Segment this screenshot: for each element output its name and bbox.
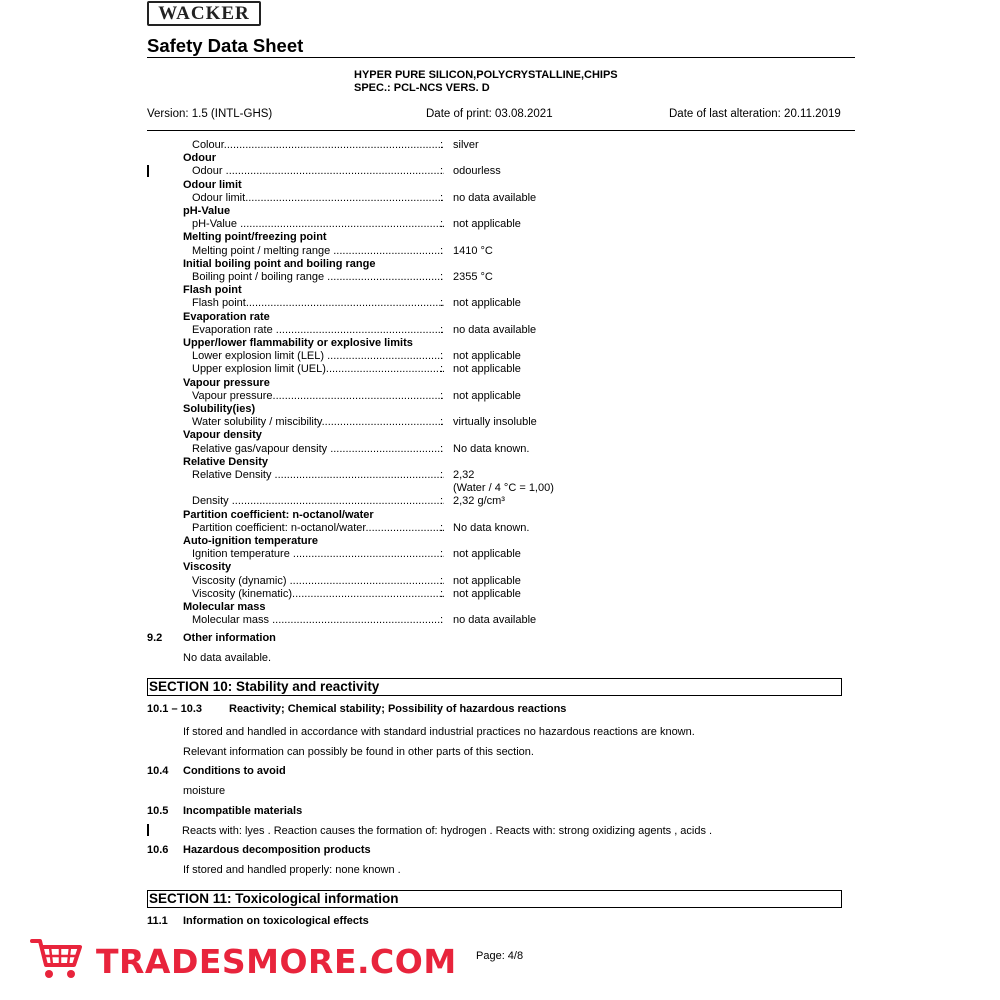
- property-colon: :: [440, 614, 444, 626]
- property-label: [192, 218, 444, 231]
- property-row: [0, 390, 1000, 403]
- property-value: odourless: [453, 165, 501, 177]
- property-row: [0, 614, 1000, 627]
- property-label-text: Water solubility / miscibility: [192, 416, 322, 428]
- section-number: 10.1 – 10.3: [147, 703, 203, 715]
- property-value: 2,32: [453, 469, 475, 481]
- subsection-title: Other information: [183, 632, 276, 644]
- property-label-text: Boiling point / boiling range: [192, 271, 328, 283]
- property-label-text: Odour limit: [192, 192, 246, 204]
- property-label-text: Vapour pressure: [192, 390, 273, 402]
- property-label: [192, 443, 444, 456]
- subsection-title: Reactivity; Chemical stability; Possibility of hazardous reactions: [229, 703, 567, 715]
- product-name: HYPER PURE SILICON,POLYCRYSTALLINE,CHIPS: [354, 69, 618, 81]
- paragraph: If stored and handled properly: none known .: [183, 864, 401, 876]
- property-value: no data available: [453, 614, 537, 626]
- section-number: 10.5: [147, 805, 169, 817]
- property-label: [192, 522, 444, 535]
- property-value: not applicable: [453, 390, 521, 402]
- property-label-text: Evaporation rate: [192, 324, 276, 336]
- property-row: [0, 469, 1000, 482]
- property-colon: :: [440, 522, 444, 534]
- property-label-text: Flash point: [192, 297, 246, 309]
- property-label-text: Molecular mass: [192, 614, 273, 626]
- version-info: Version: 1.5 (INTL-GHS): [147, 108, 273, 120]
- property-group-heading: Evaporation rate: [183, 311, 270, 323]
- property-label-text: Melting point / melting range: [192, 245, 334, 257]
- wacker-logo: WACKER: [147, 1, 261, 26]
- property-colon: :: [440, 363, 444, 375]
- shopping-cart-icon: [30, 937, 84, 986]
- section-11-heading: SECTION 11: Toxicological information: [147, 890, 842, 908]
- property-label-text: Colour: [192, 139, 224, 151]
- meta-rule: [147, 130, 855, 131]
- watermark-text: TRADESMORE.COM: [96, 941, 457, 981]
- section-number: 10.6: [147, 844, 169, 856]
- property-label-text: Relative gas/vapour density: [192, 443, 331, 455]
- property-row: [0, 245, 1000, 258]
- print-date: Date of print: 03.08.2021: [426, 108, 553, 120]
- property-label-text: Ignition temperature: [192, 548, 293, 560]
- property-value: no data available: [453, 324, 537, 336]
- property-value: 1410 °C: [453, 245, 493, 257]
- property-label: [192, 297, 444, 310]
- property-label: [192, 350, 444, 363]
- property-label: [192, 245, 444, 258]
- property-row: [0, 218, 1000, 231]
- product-spec: SPEC.: PCL-NCS VERS. D: [354, 82, 490, 94]
- property-label: [192, 416, 444, 429]
- property-label: [192, 139, 444, 152]
- property-group-heading: Initial boiling point and boiling range: [183, 258, 376, 270]
- paragraph: Relevant information can possibly be found in other parts of this section.: [183, 746, 534, 758]
- property-value: (Water / 4 °C = 1,00): [453, 482, 554, 494]
- property-label: [192, 495, 444, 508]
- property-label: [192, 588, 444, 601]
- property-value: not applicable: [453, 350, 521, 362]
- property-group-heading: Auto-ignition temperature: [183, 535, 319, 547]
- property-row: [0, 482, 1000, 495]
- property-group-heading: Vapour density: [183, 429, 262, 441]
- subsection-title: Hazardous decomposition products: [183, 844, 371, 856]
- paragraph: If stored and handled in accordance with standard industrial practices no hazardous reactions are known.: [183, 726, 695, 738]
- property-group-heading: Molecular mass: [183, 601, 266, 613]
- property-colon: :: [440, 588, 444, 600]
- property-value: not applicable: [453, 363, 521, 375]
- property-value: not applicable: [453, 588, 521, 600]
- property-row: [0, 350, 1000, 363]
- property-value: No data known.: [453, 443, 530, 455]
- property-label: [192, 548, 444, 561]
- property-group-heading: Partition coefficient: n-octanol/water: [183, 509, 374, 521]
- property-label-text: Upper explosion limit (UEL): [192, 363, 326, 375]
- section-number: 11.1: [147, 915, 168, 927]
- property-colon: :: [440, 165, 444, 177]
- property-group-heading: pH-Value: [183, 205, 231, 217]
- property-row: [0, 522, 1000, 535]
- property-row: [0, 548, 1000, 561]
- property-value: silver: [453, 139, 479, 151]
- paragraph: Reacts with: lyes . Reaction causes the formation of: hydrogen . Reacts with: strong oxidizing agents , acids .: [182, 825, 713, 837]
- subsection-title: Information on toxicological effects: [183, 915, 369, 927]
- page-number: Page: 4/8: [476, 950, 524, 962]
- property-group-heading: Vapour pressure: [183, 377, 270, 389]
- property-value: 2,32 g/cm³: [453, 495, 505, 507]
- property-colon: :: [440, 416, 444, 428]
- property-colon: :: [440, 139, 444, 151]
- property-row: [0, 192, 1000, 205]
- property-row: [0, 575, 1000, 588]
- property-colon: :: [440, 271, 444, 283]
- property-label: [192, 324, 444, 337]
- property-row: [0, 588, 1000, 601]
- paragraph: moisture: [183, 785, 226, 797]
- property-value: 2355 °C: [453, 271, 493, 283]
- property-label: [192, 390, 444, 403]
- property-row: [0, 495, 1000, 508]
- property-colon: :: [440, 218, 444, 230]
- property-colon: :: [440, 495, 444, 507]
- alteration-date: Date of last alteration: 20.11.2019: [669, 108, 841, 120]
- property-row: [0, 324, 1000, 337]
- property-colon: :: [440, 192, 444, 204]
- document-title: Safety Data Sheet: [147, 35, 304, 56]
- property-group-heading: Relative Density: [183, 456, 268, 468]
- property-label-text: Density: [192, 495, 232, 507]
- property-label: [192, 614, 444, 627]
- property-group-heading: Upper/lower flammability or explosive limits: [183, 337, 413, 349]
- property-value: not applicable: [453, 575, 521, 587]
- tradesmore-watermark[interactable]: [30, 937, 457, 986]
- property-colon: :: [440, 390, 444, 402]
- property-row: [0, 443, 1000, 456]
- property-colon: :: [440, 350, 444, 362]
- property-value: virtually insoluble: [453, 416, 537, 428]
- property-colon: :: [440, 575, 444, 587]
- property-label-text: Odour: [192, 165, 226, 177]
- property-label-text: Relative Density: [192, 469, 275, 481]
- property-label-text: Viscosity (kinematic): [192, 588, 293, 600]
- paragraph: No data available.: [183, 652, 272, 664]
- property-colon: :: [440, 548, 444, 560]
- property-group-heading: Odour limit: [183, 179, 242, 191]
- property-value: not applicable: [453, 548, 521, 560]
- property-label-text: pH-Value: [192, 218, 241, 230]
- revision-change-bar: [147, 824, 149, 836]
- property-label-text: Viscosity (dynamic): [192, 575, 290, 587]
- property-row: [0, 416, 1000, 429]
- property-group-heading: Odour: [183, 152, 216, 164]
- property-colon: :: [440, 469, 444, 481]
- property-row: [0, 297, 1000, 310]
- property-group-heading: Viscosity: [183, 561, 232, 573]
- subsection-title: Conditions to avoid: [183, 765, 286, 777]
- property-group-heading: Melting point/freezing point: [183, 231, 327, 243]
- section-number: 9.2: [147, 632, 163, 644]
- property-colon: :: [440, 443, 444, 455]
- property-group-heading: Solubility(ies): [183, 403, 256, 415]
- property-value: No data known.: [453, 522, 530, 534]
- property-value: no data available: [453, 192, 537, 204]
- property-label: [192, 192, 444, 205]
- property-row: [0, 363, 1000, 376]
- property-row: [0, 271, 1000, 284]
- property-value: not applicable: [453, 218, 521, 230]
- property-value: not applicable: [453, 297, 521, 309]
- property-colon: :: [440, 297, 444, 309]
- property-row: [0, 165, 1000, 178]
- property-label: [192, 469, 444, 482]
- section-number: 10.4: [147, 765, 169, 777]
- property-label: [192, 575, 444, 588]
- header-rule: [147, 57, 855, 58]
- property-colon: :: [440, 245, 444, 257]
- property-label: [192, 165, 444, 178]
- subsection-title: Incompatible materials: [183, 805, 303, 817]
- property-group-heading: Flash point: [183, 284, 242, 296]
- property-row: [0, 139, 1000, 152]
- property-label: [192, 271, 444, 284]
- section-10-heading: SECTION 10: Stability and reactivity: [147, 678, 842, 696]
- property-colon: :: [440, 324, 444, 336]
- property-label: [192, 363, 444, 376]
- property-label-text: Partition coefficient: n-octanol/water: [192, 522, 366, 534]
- property-label-text: Lower explosion limit (LEL): [192, 350, 328, 362]
